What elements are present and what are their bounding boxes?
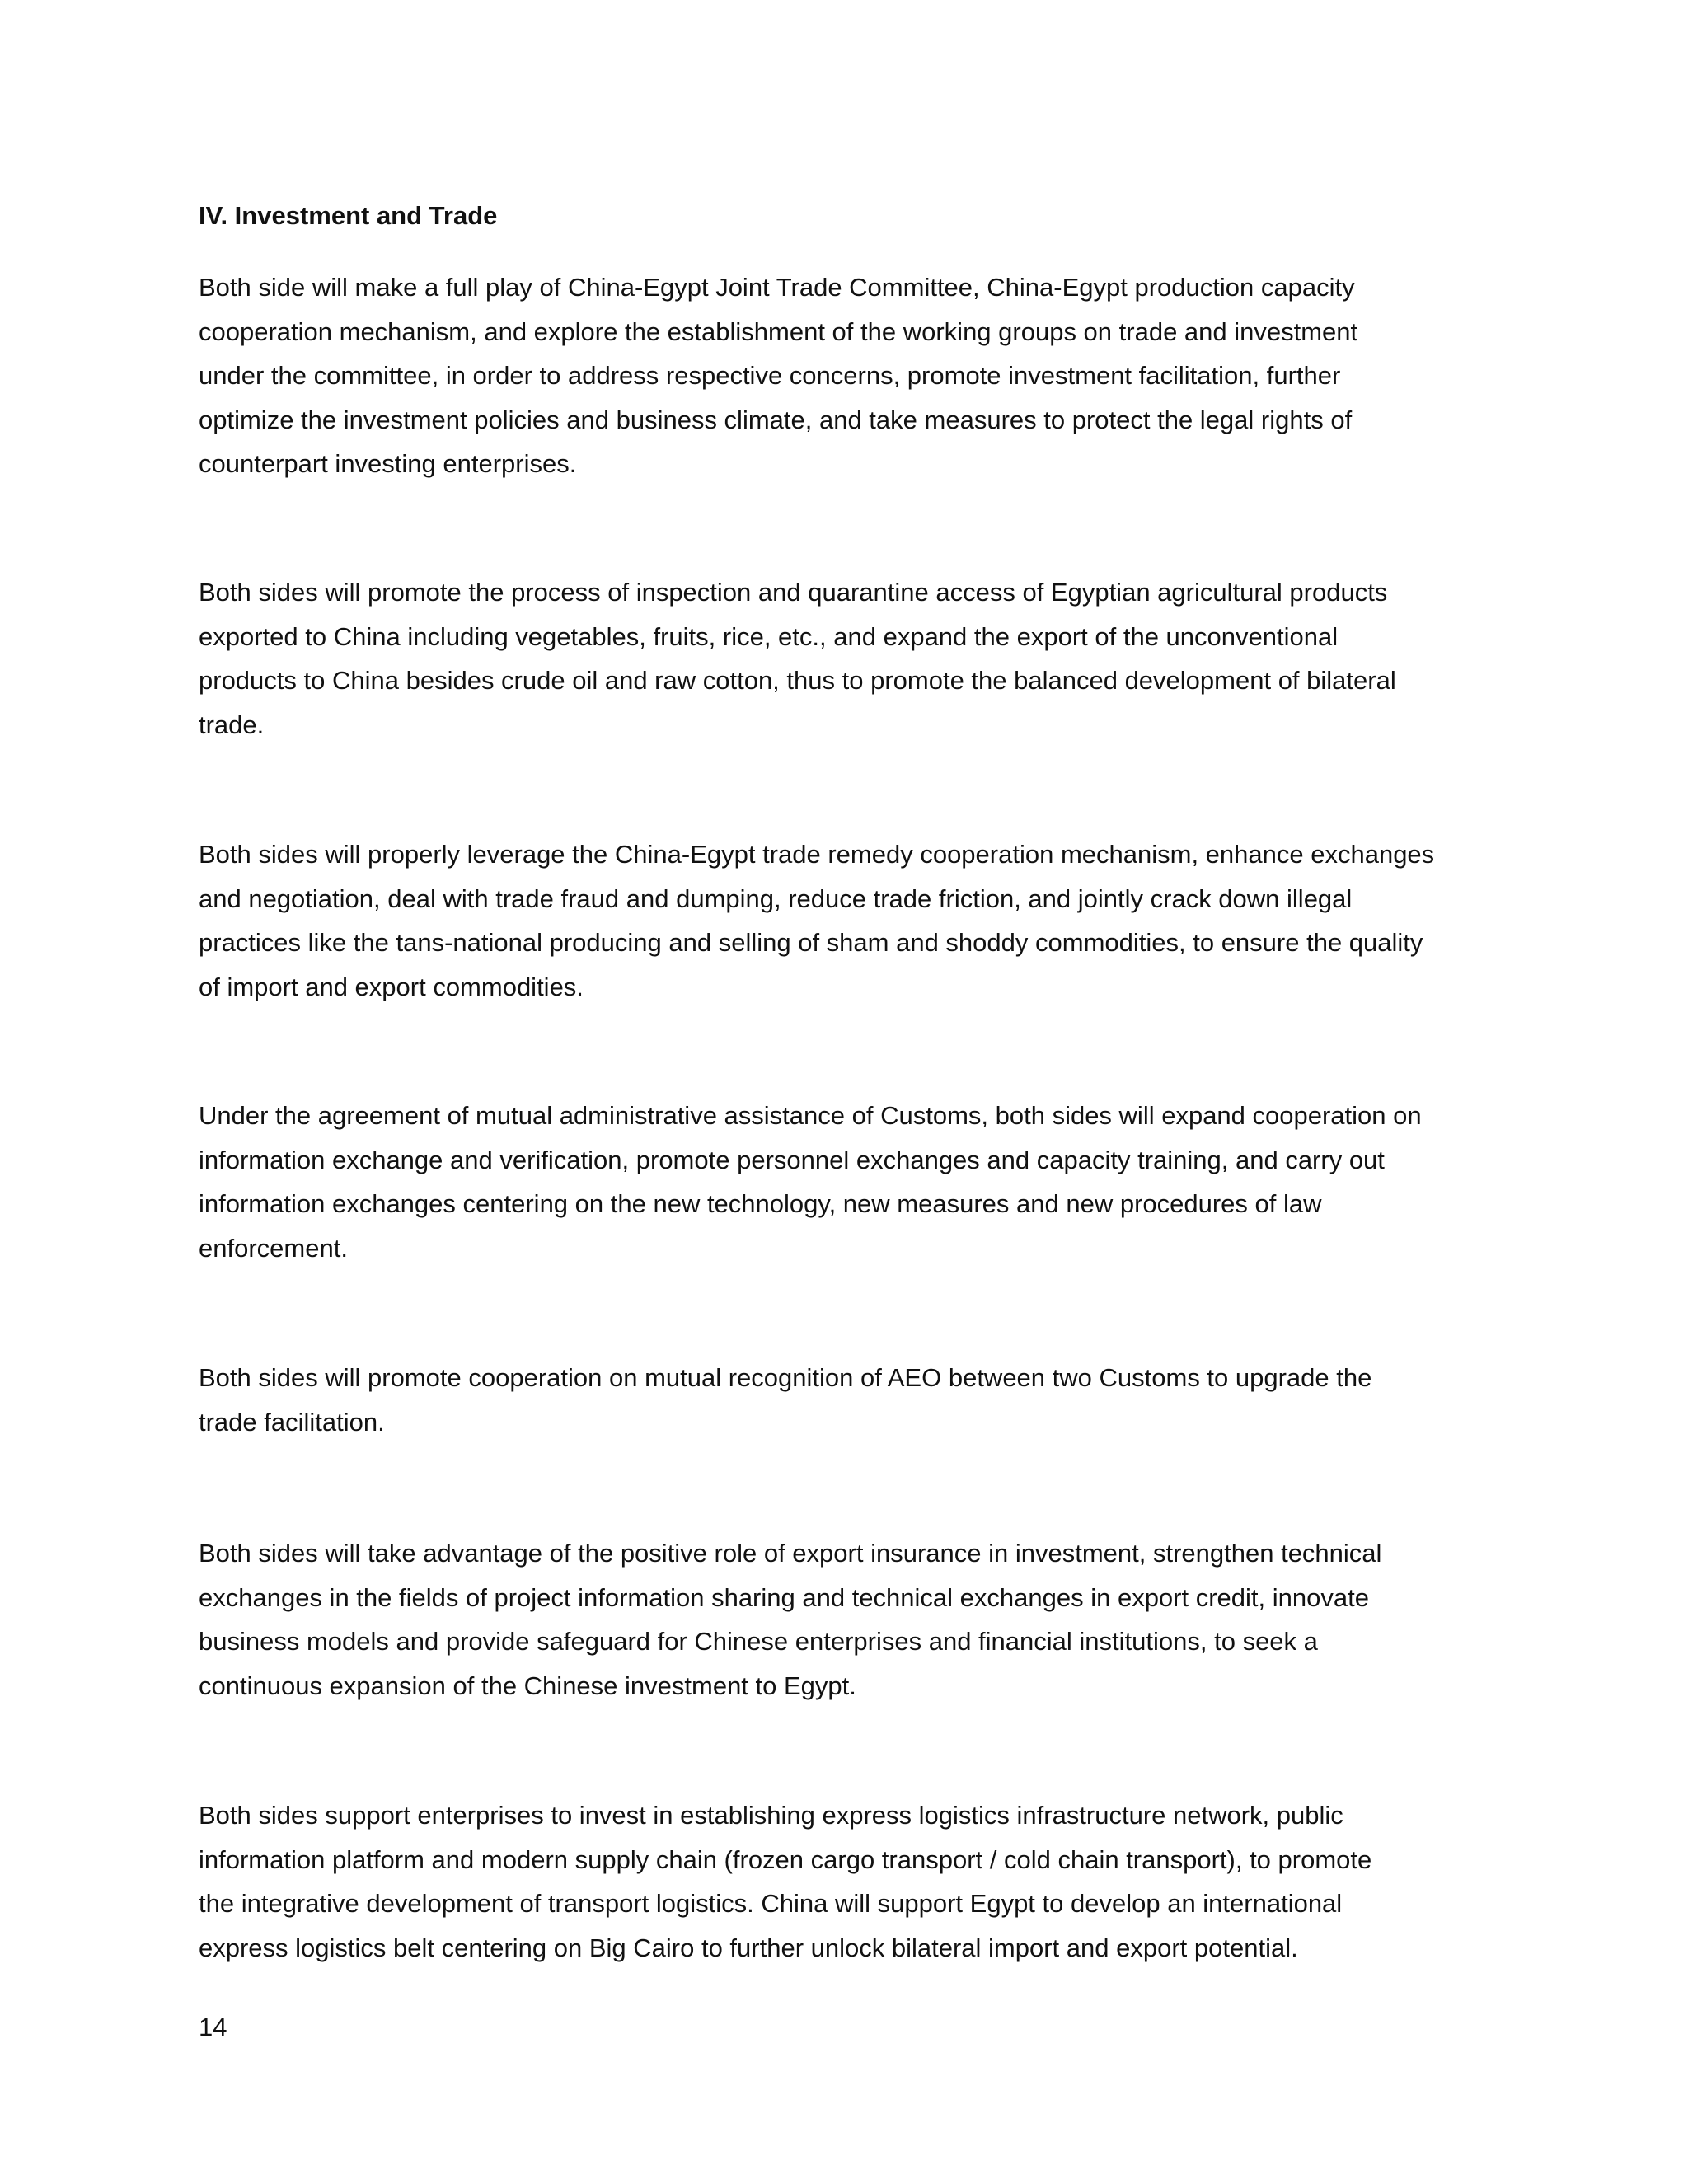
paragraph-line: Both side will make a full play of China-Egypt Joint Trade Committee, China-Egypt production capacity: [199, 273, 1355, 302]
paragraph-line: and negotiation, deal with trade fraud and dumping, reduce trade friction, and jointly crack down illegal: [199, 883, 1353, 913]
paragraph-customs-assistance: [199, 1094, 1484, 1270]
paragraph-line: information platform and modern supply chain (frozen cargo transport / cold chain transport), to promote: [199, 1844, 1372, 1874]
paragraph-express-logistics: [199, 1793, 1484, 1970]
paragraph-line: enforcement.: [199, 1233, 348, 1263]
paragraph-export-insurance: [199, 1531, 1484, 1708]
paragraph-line: information exchange and verification, promote personnel exchanges and capacity training, and carry out: [199, 1145, 1385, 1174]
paragraph-line: express logistics belt centering on Big Cairo to further unlock bilateral import and export potential.: [199, 1933, 1298, 1962]
paragraph-line: the integrative development of transport logistics. China will support Egypt to develop an international: [199, 1889, 1343, 1918]
paragraph-line: exchanges in the fields of project information sharing and technical exchanges in export credit, innovate: [199, 1582, 1369, 1612]
paragraph-line: practices like the tans-national producing and selling of sham and shoddy commodities, to ensure the quality: [199, 928, 1423, 957]
paragraph-line: optimize the investment policies and business climate, and take measures to protect the legal rights of: [199, 405, 1353, 434]
paragraph-agricultural-products: [199, 570, 1484, 747]
paragraph-trade-committee: [199, 265, 1484, 486]
paragraph-line: continuous expansion of the Chinese investment to Egypt.: [199, 1671, 856, 1700]
paragraph-line: products to China besides crude oil and raw cotton, thus to promote the balanced development of bilateral: [199, 666, 1396, 695]
paragraph-line: business models and provide safeguard for Chinese enterprises and financial institutions, to seek a: [199, 1627, 1318, 1656]
paragraph-line: exported to China including vegetables, fruits, rice, etc., and expand the export of the unconventional: [199, 621, 1339, 651]
page-number: 14: [199, 2013, 227, 2041]
paragraph-trade-remedy: [199, 832, 1484, 1009]
paragraph-line: cooperation mechanism, and explore the establishment of the working groups on trade and investment: [199, 316, 1358, 346]
paragraph-line: counterpart investing enterprises.: [199, 449, 577, 478]
paragraph-line: Both sides support enterprises to invest in establishing express logistics infrastructure network, public: [199, 1801, 1343, 1830]
paragraph-line: of import and export commodities.: [199, 972, 584, 1001]
paragraph-aeo-recognition: [199, 1356, 1484, 1444]
paragraph-line: under the committee, in order to address respective concerns, promote investment facilitation, further: [199, 361, 1341, 390]
paragraph-line: Both sides will promote cooperation on mutual recognition of AEO between two Customs to upgrade the: [199, 1363, 1372, 1392]
paragraph-line: trade facilitation.: [199, 1407, 385, 1436]
paragraph-line: Both sides will take advantage of the positive role of export insurance in investment, strengthen technical: [199, 1539, 1382, 1568]
paragraph-line: Both sides will promote the process of inspection and quarantine access of Egyptian agricultural products: [199, 578, 1388, 607]
paragraph-line: trade.: [199, 710, 265, 739]
paragraph-line: Both sides will properly leverage the China-Egypt trade remedy cooperation mechanism, enhance exchanges: [199, 840, 1435, 869]
paragraph-line: information exchanges centering on the new technology, new measures and new procedures of law: [199, 1189, 1322, 1218]
paragraph-line: Under the agreement of mutual administrative assistance of Customs, both sides will expand cooperation on: [199, 1101, 1422, 1130]
section-heading: IV. Investment and Trade: [199, 201, 498, 230]
